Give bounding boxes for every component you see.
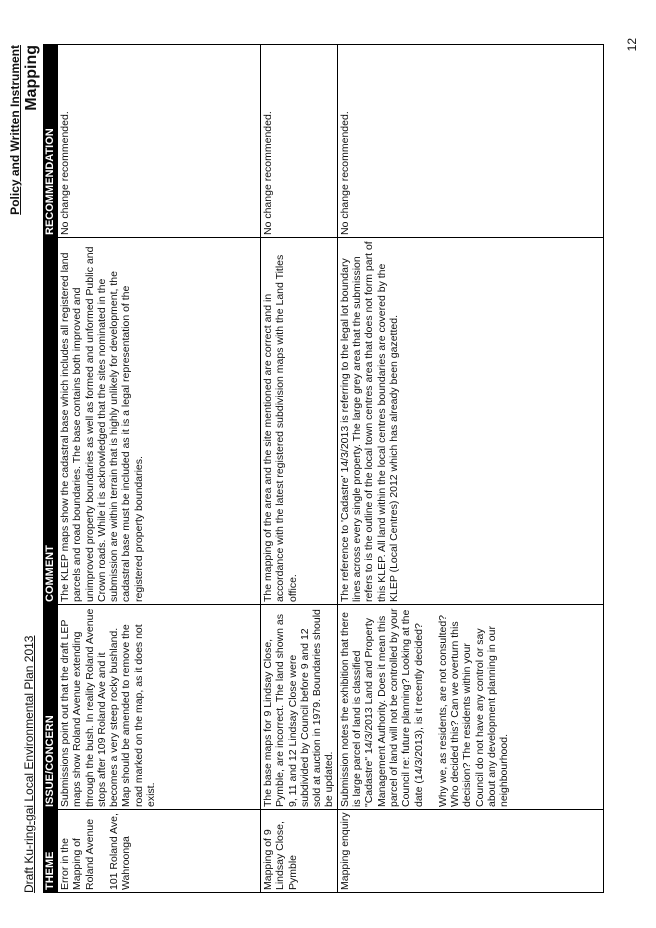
column-header-theme: THEME — [44, 810, 58, 893]
theme-text: Error in the Mapping of Roland Avenue — [59, 818, 96, 890]
recommendation-text: No change recommended. — [338, 111, 351, 235]
table-row — [58, 45, 261, 893]
issue-cell — [337, 605, 603, 810]
theme-text: Mapping of 9 Lindsay Close, Pymble — [262, 821, 299, 890]
comment-text: The KLEP maps show the cadastral base which includes all registered land parcels and road boundaries. The base contains both improved and unimproved property boundaries as well as formed and unformed Public and Crown roads. While it is acknowledged that the sites nominated in the submission are within terrain that is highly unlikely for development, the cadastral base must be included as it is a legal representation of the registered property boundaries. — [59, 246, 145, 602]
theme-cell — [337, 810, 603, 893]
theme-cell — [261, 810, 338, 893]
section-header — [8, 45, 41, 215]
issue-text: Why we, as residents, are not consulted? Who decided this? Can we overturn this decision? The residents within your Council do not have any control or say about any development planning in our neighbourhood. — [436, 614, 511, 807]
recommendation-cell — [261, 45, 338, 238]
comment-cell — [58, 238, 261, 605]
section-title: Policy and Written Instrument — [8, 45, 22, 215]
theme-text: 101 Roland Ave, Wahroonga — [107, 813, 133, 890]
comment-cell — [261, 238, 338, 605]
document-title: Draft Ku-ring-gai Local Environmental Plan 2013 — [22, 635, 36, 893]
issue-cell — [261, 605, 338, 810]
recommendation-cell — [337, 45, 603, 238]
column-header-recommendation: RECOMMENDATION — [44, 45, 58, 238]
theme-cell — [58, 810, 261, 893]
issue-text: The base maps for 9 Lindsay Close, Pymble, are incorrect. The land shown as 9, 11 and 12 Lindsay Close were subdivided by Council before 9 and 12 sold at auction in 1979. Boundaries should be updated. — [262, 609, 336, 807]
table-header-row — [44, 45, 58, 893]
issue-text: Submissions point out that the draft LEP maps show Roland Avenue extending through the bush. In reality Roland Avenue stops after 109 Roland Ave and it becomes a very steep rocky bushland. Map should be amended to remove the road marked on the map, as it does not exist. — [59, 608, 158, 807]
theme-text: Mapping enquiry — [338, 812, 351, 890]
issue-cell — [58, 605, 261, 810]
section-subtitle: Mapping — [23, 45, 40, 111]
page-number: 12 — [625, 38, 639, 52]
recommendation-cell — [58, 45, 261, 238]
recommendation-text: No change recommended. — [262, 111, 274, 235]
comment-cell — [337, 238, 603, 605]
submissions-table — [43, 44, 604, 893]
table-row — [337, 45, 603, 893]
comment-text: The reference to 'Cadastre' 14/3/2013 is referring to the legal lot boundary lines across every single property. The large grey area that the submission refers to is the outline of the local town centres area that does not form part of this KLEP. All land within the local centres boundaries are covered by the KLEP (Local Centres) 2012 which has already been gazetted. — [338, 241, 400, 602]
issue-text: Submission notes the exhibition that there is large parcel of land is classified "Cadastre" 14/3/2013 Land and Property Management Authority. Does it mean this parcel of land will not be controlled by your Council re: future planning? Looking at the date (14/3/2013), is it recently decided? — [338, 608, 425, 807]
recommendation-text: No change recommended. — [59, 111, 71, 235]
column-header-comment: COMMENT — [44, 238, 58, 605]
table-row — [261, 45, 338, 893]
column-header-issue: ISSUE/CONCERN — [44, 605, 58, 810]
comment-text: The mapping of the area and the site mentioned are correct and in accordance with the latest registered subdivision maps with the Land Titles office. — [262, 254, 299, 602]
